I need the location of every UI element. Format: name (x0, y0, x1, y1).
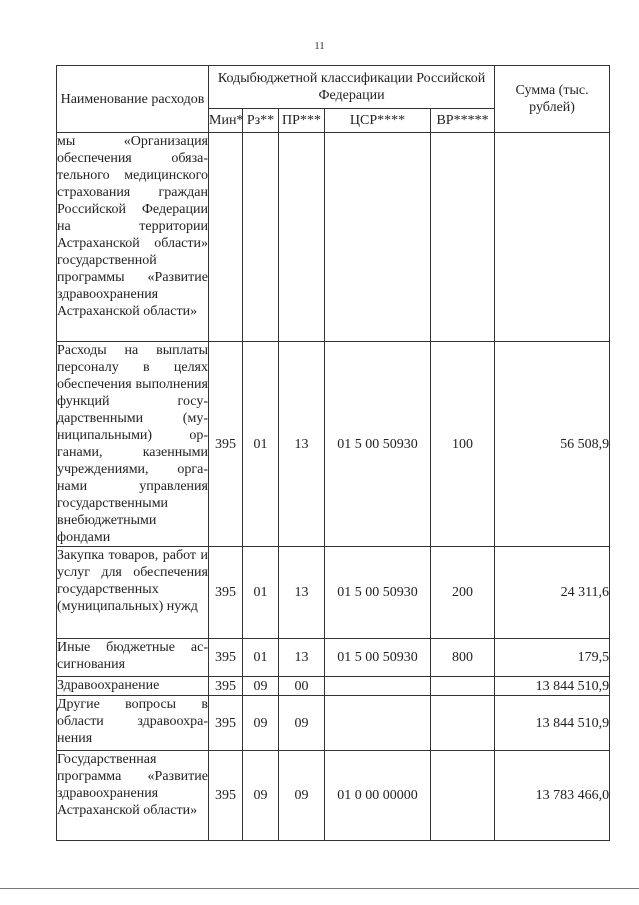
row-min: 395 (209, 639, 243, 677)
row-min: 395 (209, 547, 243, 639)
row-rz: 01 (243, 547, 279, 639)
row-csr (325, 677, 431, 696)
row-csr: 01 0 00 00000 (325, 751, 431, 841)
row-rz: 01 (243, 639, 279, 677)
row-sum: 24 311,6 (495, 547, 610, 639)
row-rz: 09 (243, 677, 279, 696)
footer-divider (0, 888, 639, 889)
row-name: мы «Организация обеспечения обязательного медицинского страхования граждан Российской Федерации на территории Астраханской области» государственной программы «Развитие здравоохранения Астраханской области» (57, 133, 209, 342)
row-sum: 179,5 (495, 639, 610, 677)
budget-classification-table (56, 65, 610, 841)
row-sum: 13 844 510,9 (495, 696, 610, 751)
table-row (57, 751, 610, 841)
row-vr (431, 751, 495, 841)
table-row (57, 133, 610, 342)
row-csr: 01 5 00 50930 (325, 639, 431, 677)
row-csr: 01 5 00 50930 (325, 342, 431, 547)
table-row (57, 639, 610, 677)
row-min: 395 (209, 677, 243, 696)
row-vr: 200 (431, 547, 495, 639)
table-row (57, 696, 610, 751)
row-rz: 09 (243, 751, 279, 841)
row-sum: 56 508,9 (495, 342, 610, 547)
row-pr (279, 133, 325, 342)
row-sum (495, 133, 610, 342)
row-vr (431, 133, 495, 342)
row-pr: 00 (279, 677, 325, 696)
row-name: Иные бюджетные ассигнования (57, 639, 209, 677)
row-min: 395 (209, 342, 243, 547)
row-pr: 13 (279, 342, 325, 547)
row-rz: 01 (243, 342, 279, 547)
row-name: Государственная программа «Развитие здравоохранения Астраханской области» (57, 751, 209, 841)
page-number: 11 (314, 40, 325, 52)
row-pr: 13 (279, 639, 325, 677)
row-pr: 13 (279, 547, 325, 639)
row-vr (431, 696, 495, 751)
row-pr: 09 (279, 751, 325, 841)
table-row (57, 342, 610, 547)
row-csr: 01 5 00 50930 (325, 547, 431, 639)
row-rz (243, 133, 279, 342)
row-name: Другие вопросы в области здравоохранения (57, 696, 209, 751)
header-csr: ЦСР**** (325, 109, 431, 133)
header-rz: Рз** (243, 109, 279, 133)
row-vr: 100 (431, 342, 495, 547)
header-name: Наименование расходов (57, 66, 209, 133)
row-sum: 13 783 466,0 (495, 751, 610, 841)
header-min: Мин* (209, 109, 243, 133)
row-csr (325, 133, 431, 342)
row-min: 395 (209, 696, 243, 751)
header-pr: ПР*** (279, 109, 325, 133)
header-sum: Сумма (тыс. рублей) (495, 66, 610, 133)
header-row-top (57, 66, 610, 109)
row-vr (431, 677, 495, 696)
header-vr: ВР***** (431, 109, 495, 133)
table-row (57, 547, 610, 639)
row-name: Здравоохранение (57, 677, 209, 696)
row-name: Расходы на выплаты персоналу в целях обеспечения выполнения функций государственными (муниципальными) органами, казенными учреждениями, органами управления государственными внебюджетными фондами (57, 343, 208, 545)
header-codes: Кодыбюджетной классификации Российской Федерации (209, 66, 495, 109)
row-sum: 13 844 510,9 (495, 677, 610, 696)
row-min: 395 (209, 751, 243, 841)
row-min (209, 133, 243, 342)
table-row (57, 677, 610, 696)
row-rz: 09 (243, 696, 279, 751)
row-vr: 800 (431, 639, 495, 677)
row-name: Закупка товаров, работ и услуг для обеспечения государственных (муниципальных) нужд (57, 547, 209, 639)
row-csr (325, 696, 431, 751)
row-pr: 09 (279, 696, 325, 751)
